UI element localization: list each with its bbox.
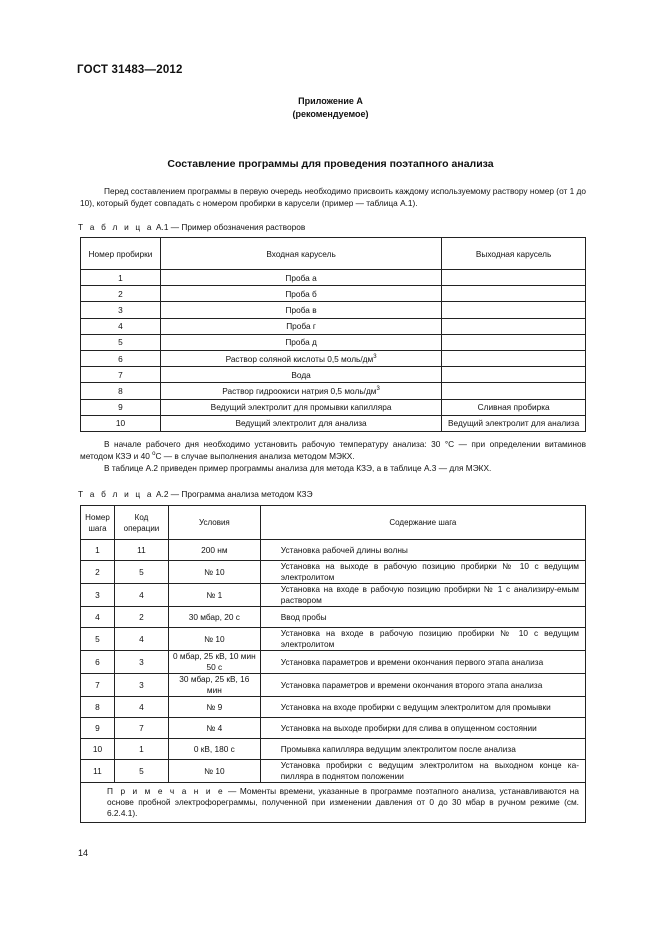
input-carousel-text: Проба г (286, 321, 316, 332)
analysis-program-table (80, 505, 586, 823)
input-carousel-text: Раствор гидроокиси натрия 0,5 моль/дм (222, 385, 377, 396)
table1-caption-prefix: Т а б л и ц а (78, 222, 154, 232)
table-row (81, 561, 586, 584)
table-row (81, 415, 586, 431)
column-header: Содержание шага (260, 506, 585, 540)
table-row (81, 286, 586, 302)
input-carousel-text: Вода (291, 369, 311, 380)
step-number-cell: 11 (81, 760, 115, 783)
table-header-row (81, 238, 586, 270)
column-header: Номер пробирки (81, 238, 161, 270)
input-carousel-text: Проба а (285, 272, 317, 283)
step-number-cell: 1 (81, 540, 115, 561)
tube-number-cell: 8 (81, 383, 161, 399)
input-carousel-text: Проба д (285, 337, 317, 348)
step-content-cell: Промывка капилляра ведущим электролитом после анализа (260, 739, 585, 760)
step-content-cell: Установка на выходе в рабочую позицию пробирки № 10 с ведущим электролитом (260, 561, 585, 584)
column-header: Код операции (114, 506, 168, 540)
table-row (81, 628, 586, 651)
step-content-cell: Установка на входе пробирки с ведущим электролитом для промывки (260, 697, 585, 718)
operation-code-cell: 3 (114, 651, 168, 674)
table-row (81, 760, 586, 783)
operation-code-cell: 5 (114, 561, 168, 584)
step-number-cell: 7 (81, 674, 115, 697)
page-number: 14 (78, 848, 89, 858)
temperature-paragraph (80, 438, 586, 462)
table-note-row (81, 783, 586, 823)
note-text: — Моменты времени, указанные в программе поэтапного анализа, устанавливаются на основе пробной электрофореграммы, полученной при изменении давления от 0 до 30 мбар в ручном режиме (см. 6.2.4.1). (107, 786, 579, 818)
input-carousel-cell (160, 302, 441, 318)
tube-number-cell: 4 (81, 318, 161, 334)
step-number-cell: 6 (81, 651, 115, 674)
tube-number-cell: 10 (81, 415, 161, 431)
operation-code-cell: 11 (114, 540, 168, 561)
operation-code-cell: 1 (114, 739, 168, 760)
operation-code-cell: 3 (114, 674, 168, 697)
table-row (81, 318, 586, 334)
step-number-cell: 4 (81, 607, 115, 628)
output-carousel-cell (442, 334, 586, 350)
output-carousel-cell (442, 367, 586, 383)
table-row (81, 334, 586, 350)
step-content-cell: Установка на входе в рабочую позицию пробирки № 1 с анализиру-емым раствором (260, 584, 585, 607)
input-carousel-cell (160, 286, 441, 302)
conditions-cell: № 10 (168, 760, 260, 783)
input-carousel-text: Ведущий электролит для анализа (235, 418, 367, 429)
column-header: Выходная карусель (442, 238, 586, 270)
step-content-cell: Установка параметров и времени окончания второго этапа анализа (260, 674, 585, 697)
operation-code-cell: 4 (114, 628, 168, 651)
table-row (81, 584, 586, 607)
input-carousel-cell (160, 270, 441, 286)
output-carousel-cell (442, 270, 586, 286)
output-carousel-cell (442, 318, 586, 334)
output-carousel-cell (442, 350, 586, 366)
step-content-cell: Установка на входе в рабочую позицию пробирки № 10 с ведущим электролитом (260, 628, 585, 651)
conditions-cell: № 9 (168, 697, 260, 718)
input-carousel-cell (160, 415, 441, 431)
output-carousel-cell: Ведущий электролит для анализа (442, 415, 586, 431)
note-prefix: П р и м е ч а н и е (107, 786, 225, 796)
table-row (81, 350, 586, 366)
table-note (81, 783, 586, 823)
input-carousel-cell (160, 399, 441, 415)
step-content-cell: Установка на выходе пробирки для слива в опущенном состоянии (260, 718, 585, 739)
tube-number-cell: 6 (81, 350, 161, 366)
column-header: Входная карусель (160, 238, 441, 270)
step-number-cell: 2 (81, 561, 115, 584)
input-carousel-cell (160, 383, 441, 399)
conditions-cell: 0 кВ, 180 с (168, 739, 260, 760)
table-row (81, 399, 586, 415)
input-carousel-text: Проба в (285, 304, 317, 315)
tube-number-cell: 3 (81, 302, 161, 318)
output-carousel-cell (442, 383, 586, 399)
table-row (81, 718, 586, 739)
operation-code-cell: 2 (114, 607, 168, 628)
conditions-cell: 30 мбар, 20 с (168, 607, 260, 628)
temperature-paragraph-part1: В начале рабочего дня необходимо установить рабочую температуру анализа: 30 °С — при определении витаминов методом КЗЭ и 40 (80, 439, 586, 461)
table1-caption-text: А.1 — Пример обозначения растворов (153, 222, 306, 232)
unit-superscript: 3 (373, 353, 377, 360)
table-row (81, 697, 586, 718)
step-content-cell: Ввод пробы (260, 607, 585, 628)
table-header-row (81, 506, 586, 540)
conditions-cell: № 1 (168, 584, 260, 607)
column-header: Номер шага (81, 506, 115, 540)
output-carousel-cell: Сливная пробирка (442, 399, 586, 415)
conditions-cell: 30 мбар, 25 кВ, 16 мин (168, 674, 260, 697)
tube-number-cell: 9 (81, 399, 161, 415)
table2-caption (78, 489, 313, 499)
degree-superscript: о (152, 451, 156, 457)
table1-caption (78, 222, 305, 232)
tube-number-cell: 5 (81, 334, 161, 350)
table-row (81, 674, 586, 697)
table-row (81, 270, 586, 286)
table-row (81, 651, 586, 674)
table2-caption-prefix: Т а б л и ц а (78, 489, 154, 499)
input-carousel-text: Ведущий электролит для промывки капилляра (210, 402, 392, 413)
conditions-cell: № 10 (168, 628, 260, 651)
output-carousel-cell (442, 286, 586, 302)
table-row (81, 302, 586, 318)
step-number-cell: 8 (81, 697, 115, 718)
input-carousel-text: Раствор соляной кислоты 0,5 моль/дм (225, 353, 374, 364)
table-row (81, 739, 586, 760)
input-carousel-cell (160, 318, 441, 334)
step-content-cell: Установка пробирки с ведущим электролитом на выходном конце ка-пилляра в поднятом положении (260, 760, 585, 783)
tube-number-cell: 2 (81, 286, 161, 302)
step-content-cell: Установка рабочей длины волны (260, 540, 585, 561)
tube-number-cell: 7 (81, 367, 161, 383)
table-row (81, 540, 586, 561)
step-number-cell: 5 (81, 628, 115, 651)
conditions-cell: 200 нм (168, 540, 260, 561)
column-header: Условия (168, 506, 260, 540)
operation-code-cell: 7 (114, 718, 168, 739)
unit-superscript: 3 (376, 385, 380, 392)
input-carousel-text: Проба б (285, 288, 317, 299)
input-carousel-cell (160, 334, 441, 350)
table-row (81, 607, 586, 628)
step-content-cell: Установка параметров и времени окончания первого этапа анализа (260, 651, 585, 674)
intro-paragraph-text: Перед составлением программы в первую очередь необходимо присвоить каждому используемому раствору номер (от 1 до 10), который будет совпадать с номером пробирки в карусели (пример — таблица А.1). (80, 186, 586, 208)
input-carousel-cell (160, 350, 441, 366)
temperature-paragraph-part2: С — в случае выполнения анализа методом МЭКХ. (155, 451, 355, 461)
step-number-cell: 10 (81, 739, 115, 760)
document-code-header: ГОСТ 31483—2012 (77, 64, 183, 76)
conditions-cell: № 4 (168, 718, 260, 739)
program-reference-text: В таблице А.2 приведен пример программы анализа для метода КЗЭ, а в таблице А.3 — для МЭКХ. (104, 463, 492, 473)
table2-caption-text: А.2 — Программа анализа методом КЗЭ (153, 489, 313, 499)
table-row (81, 383, 586, 399)
operation-code-cell: 5 (114, 760, 168, 783)
annex-type: (рекомендуемое) (292, 109, 369, 119)
tube-number-cell: 1 (81, 270, 161, 286)
operation-code-cell: 4 (114, 584, 168, 607)
program-reference-paragraph (80, 462, 586, 474)
operation-code-cell: 4 (114, 697, 168, 718)
annex-title: Приложение А (298, 96, 363, 106)
step-number-cell: 9 (81, 718, 115, 739)
output-carousel-cell (442, 302, 586, 318)
table-row (81, 367, 586, 383)
solutions-table (80, 237, 586, 432)
step-number-cell: 3 (81, 584, 115, 607)
intro-paragraph (80, 185, 586, 209)
conditions-cell: 0 мбар, 25 кВ, 10 мин 50 с (168, 651, 260, 674)
input-carousel-cell (160, 367, 441, 383)
section-title: Составление программы для проведения поэтапного анализа (167, 158, 494, 170)
conditions-cell: № 10 (168, 561, 260, 584)
